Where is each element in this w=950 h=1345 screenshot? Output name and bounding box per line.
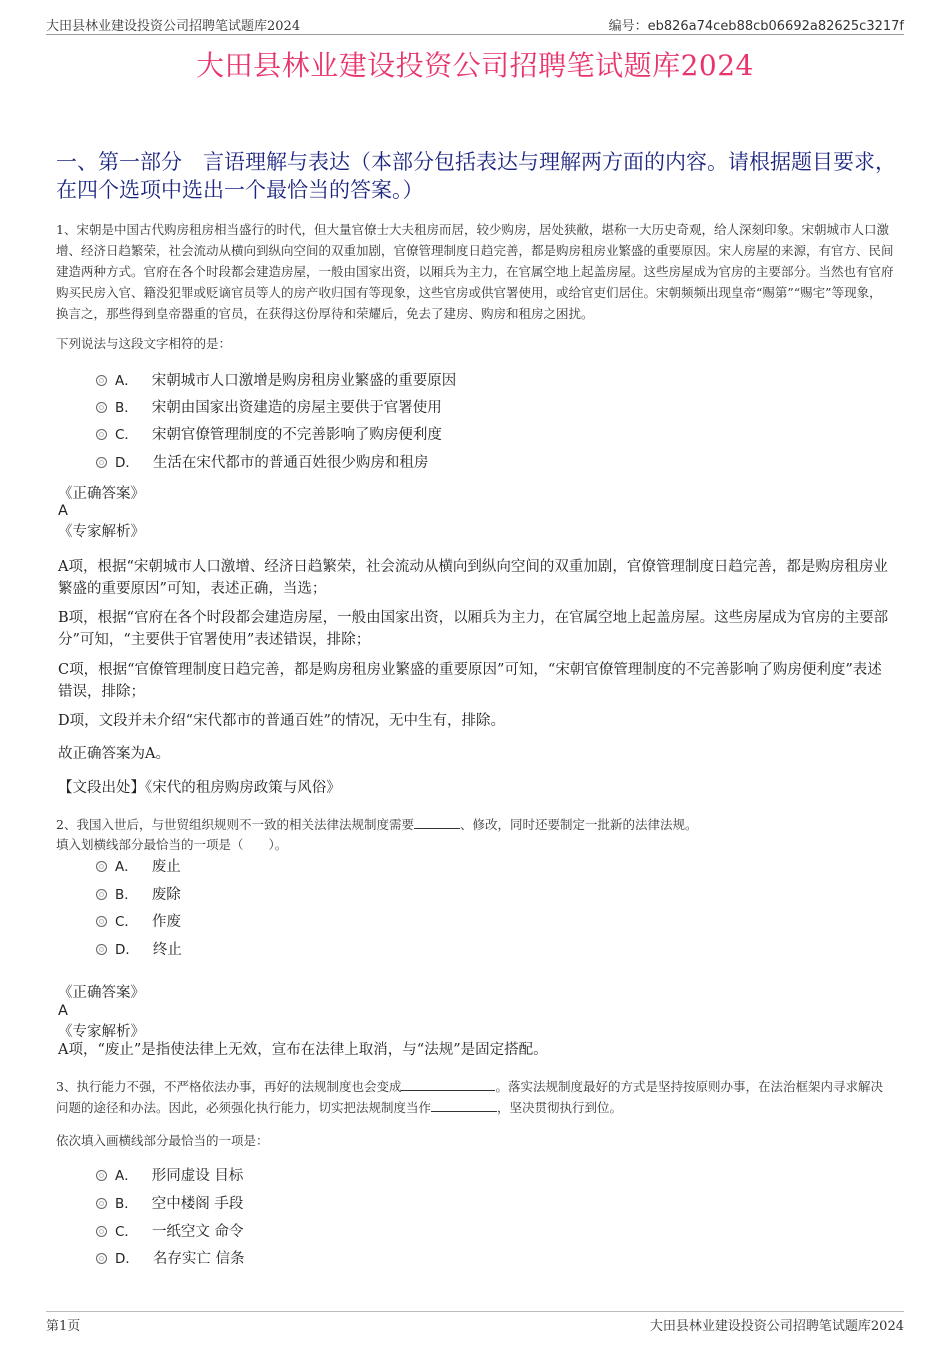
q3-option-a[interactable] — [96, 1165, 243, 1187]
q2-blank — [414, 816, 460, 829]
option-key: A． — [115, 373, 138, 389]
option-text: 宋朝官僚管理制度的不完善影响了购房便利度 — [151, 427, 442, 443]
q3-blank-1 — [401, 1078, 495, 1091]
q2-option-d[interactable] — [96, 939, 182, 961]
q1-option-a[interactable] — [96, 370, 456, 392]
option-text: 废止 — [151, 859, 181, 875]
radio-icon[interactable] — [96, 1198, 107, 1209]
q2-passage-after: 、修改，同时还要制定一批新的法律法规。 — [459, 817, 698, 832]
q1-analysis-d: D项，文段并未介绍“宋代都市的普通百姓”的情况，无中生有，排除。 — [58, 713, 505, 729]
section-heading: 一、第一部分 言语理解与表达（本部分包括表达与理解两方面的内容。请根据题目要求，在四个选项中选出一个最恰当的答案。） — [56, 150, 896, 202]
option-key: B． — [115, 1196, 138, 1212]
q1-option-d[interactable] — [96, 452, 428, 474]
option-text: 名存实亡 信条 — [152, 1251, 245, 1267]
q3-option-c[interactable] — [96, 1221, 244, 1243]
option-text: 宋朝由国家出资建造的房屋主要供于官署使用 — [151, 400, 442, 416]
radio-icon[interactable] — [96, 1226, 107, 1237]
q1-option-c[interactable] — [96, 424, 442, 446]
radio-icon[interactable] — [96, 402, 107, 413]
radio-icon[interactable] — [96, 1253, 107, 1264]
option-key: B． — [115, 400, 138, 416]
q3-passage-part1: 3、执行能力不强，不严格依法办事，再好的法规制度也会变成 — [56, 1079, 402, 1094]
option-key: C． — [115, 1224, 138, 1240]
option-text: 宋朝城市人口激增是购房租房业繁盛的重要原因 — [151, 373, 457, 389]
option-text: 废除 — [151, 887, 181, 903]
option-key: C． — [115, 427, 138, 443]
header-doc-title: 大田县林业建设投资公司招聘笔试题库2024 — [46, 19, 301, 34]
option-key: D． — [115, 455, 139, 471]
option-text: 终止 — [152, 942, 182, 958]
option-key: C． — [115, 914, 138, 930]
option-key: D． — [115, 942, 139, 958]
q3-option-b[interactable] — [96, 1193, 243, 1215]
q3-passage-part2: 。落实法规制度最好的方式是坚持按原则办事，在法治框架内寻求解决问题的途径和办法。因此，必须强化执行能力，切实把法规制度当作 — [56, 1079, 883, 1115]
q1-stem: 下列说法与这段文字相符的是： — [56, 336, 232, 351]
option-text: 形同虚设 目标 — [151, 1168, 244, 1184]
option-key: B． — [115, 887, 138, 903]
radio-icon[interactable] — [96, 429, 107, 440]
q1-answer: A — [58, 503, 68, 519]
q2-answer: A — [58, 1003, 68, 1019]
q2-analysis: A项，“废止”是指使法律上无效，宣布在法律上取消，与“法规”是固定搭配。 — [58, 1042, 548, 1058]
q2-analysis-label: 《专家解析》 — [58, 1024, 145, 1040]
q3-passage — [56, 1076, 894, 1118]
q2-option-a[interactable] — [96, 856, 181, 878]
footer-doc-title: 大田县林业建设投资公司招聘笔试题库2024 — [649, 1319, 904, 1334]
option-key: D． — [115, 1251, 139, 1267]
radio-icon[interactable] — [96, 916, 107, 927]
page-number: 第1页 — [46, 1319, 81, 1334]
option-key: A． — [115, 1168, 138, 1184]
q3-stem: 依次填入画横线部分最恰当的一项是： — [56, 1133, 269, 1148]
q3-option-d[interactable] — [96, 1248, 245, 1270]
q1-passage: 1、宋朝是中国古代购房租房相当盛行的时代，但大量官僚士大夫租房而居，较少购房，居处狭敝，堪称一大历史奇观，给人深刻印象。宋朝城市人口激增、经济日趋繁荣，社会流动从横向到纵向空间的双重加剧，官僚管理制度日趋完善，都是购房租房业繁盛的重要原因。宋人房屋的来源，有官方、民间建造两种方式。官府在各个时段都会建造房屋，一般由国家出资，以厢兵为主力，在官属空地上起盖房屋。这些房屋成为官房的主要部分。当然也有官府购买民房入官、籍没犯罪或贬谪官员等人的房产收归国有等现象，这些官房或供官署使用，或给官吏们居住。宋朝频频出现皇帝“赐第”“赐宅”等现象，换言之，那些得到皇帝器重的官员，在获得这份厚待和荣耀后，免去了建房、购房和租房之困扰。 — [56, 222, 894, 321]
option-key: A． — [115, 859, 138, 875]
page-footer — [46, 1311, 904, 1332]
q1-conclusion: 故正确答案为A。 — [58, 746, 170, 762]
page-header — [46, 14, 904, 35]
radio-icon[interactable] — [96, 1170, 107, 1181]
q2-answer-label: 《正确答案》 — [58, 985, 145, 1001]
q3-blank-2 — [431, 1099, 497, 1112]
q2-passage — [56, 814, 894, 835]
option-text: 一纸空文 命令 — [151, 1224, 244, 1240]
q2-option-b[interactable] — [96, 884, 181, 906]
radio-icon[interactable] — [96, 944, 107, 955]
q1-analysis-c: C项，根据“官僚管理制度日趋完善，都是购房租房业繁盛的重要原因”可知，“宋朝官僚管理制度的不完善影响了购房便利度”表述错误，排除； — [58, 662, 882, 700]
radio-icon[interactable] — [96, 861, 107, 872]
page-title: 大田县林业建设投资公司招聘笔试题库2024 — [196, 49, 754, 82]
header-doc-id: 编号：eb826a74ceb88cb06692a82625c3217f — [608, 19, 904, 34]
q1-analysis-a: A项，根据“宋朝城市人口激增、经济日趋繁荣，社会流动从横向到纵向空间的双重加剧，官僚管理制度日趋完善，都是购房租房业繁盛的重要原因”可知，表述正确，当选； — [58, 559, 888, 597]
q2-passage-before: 2、我国入世后，与世贸组织规则不一致的相关法律法规制度需要 — [56, 817, 414, 832]
q2-option-c[interactable] — [96, 911, 181, 933]
q1-answer-label: 《正确答案》 — [58, 486, 145, 502]
option-text: 作废 — [151, 914, 181, 930]
radio-icon[interactable] — [96, 457, 107, 468]
radio-icon[interactable] — [96, 375, 107, 386]
q1-analysis-label: 《专家解析》 — [58, 524, 145, 540]
q1-analysis-b: B项，根据“官府在各个时段都会建造房屋，一般由国家出资，以厢兵为主力，在官属空地上起盖房屋。这些房屋成为官房的主要部分”可知，“主要供于官署使用”表述错误，排除； — [58, 610, 889, 648]
q1-source: 【文段出处】《宋代的租房购房政策与风俗》 — [58, 780, 341, 796]
option-text: 生活在宋代都市的普通百姓很少购房和租房 — [152, 455, 429, 471]
radio-icon[interactable] — [96, 889, 107, 900]
q2-stem: 填入划横线部分最恰当的一项是（ ）。 — [56, 837, 288, 852]
q3-passage-part3: ，坚决贯彻执行到位。 — [497, 1100, 623, 1115]
option-text: 空中楼阁 手段 — [151, 1196, 244, 1212]
q1-option-b[interactable] — [96, 397, 442, 419]
